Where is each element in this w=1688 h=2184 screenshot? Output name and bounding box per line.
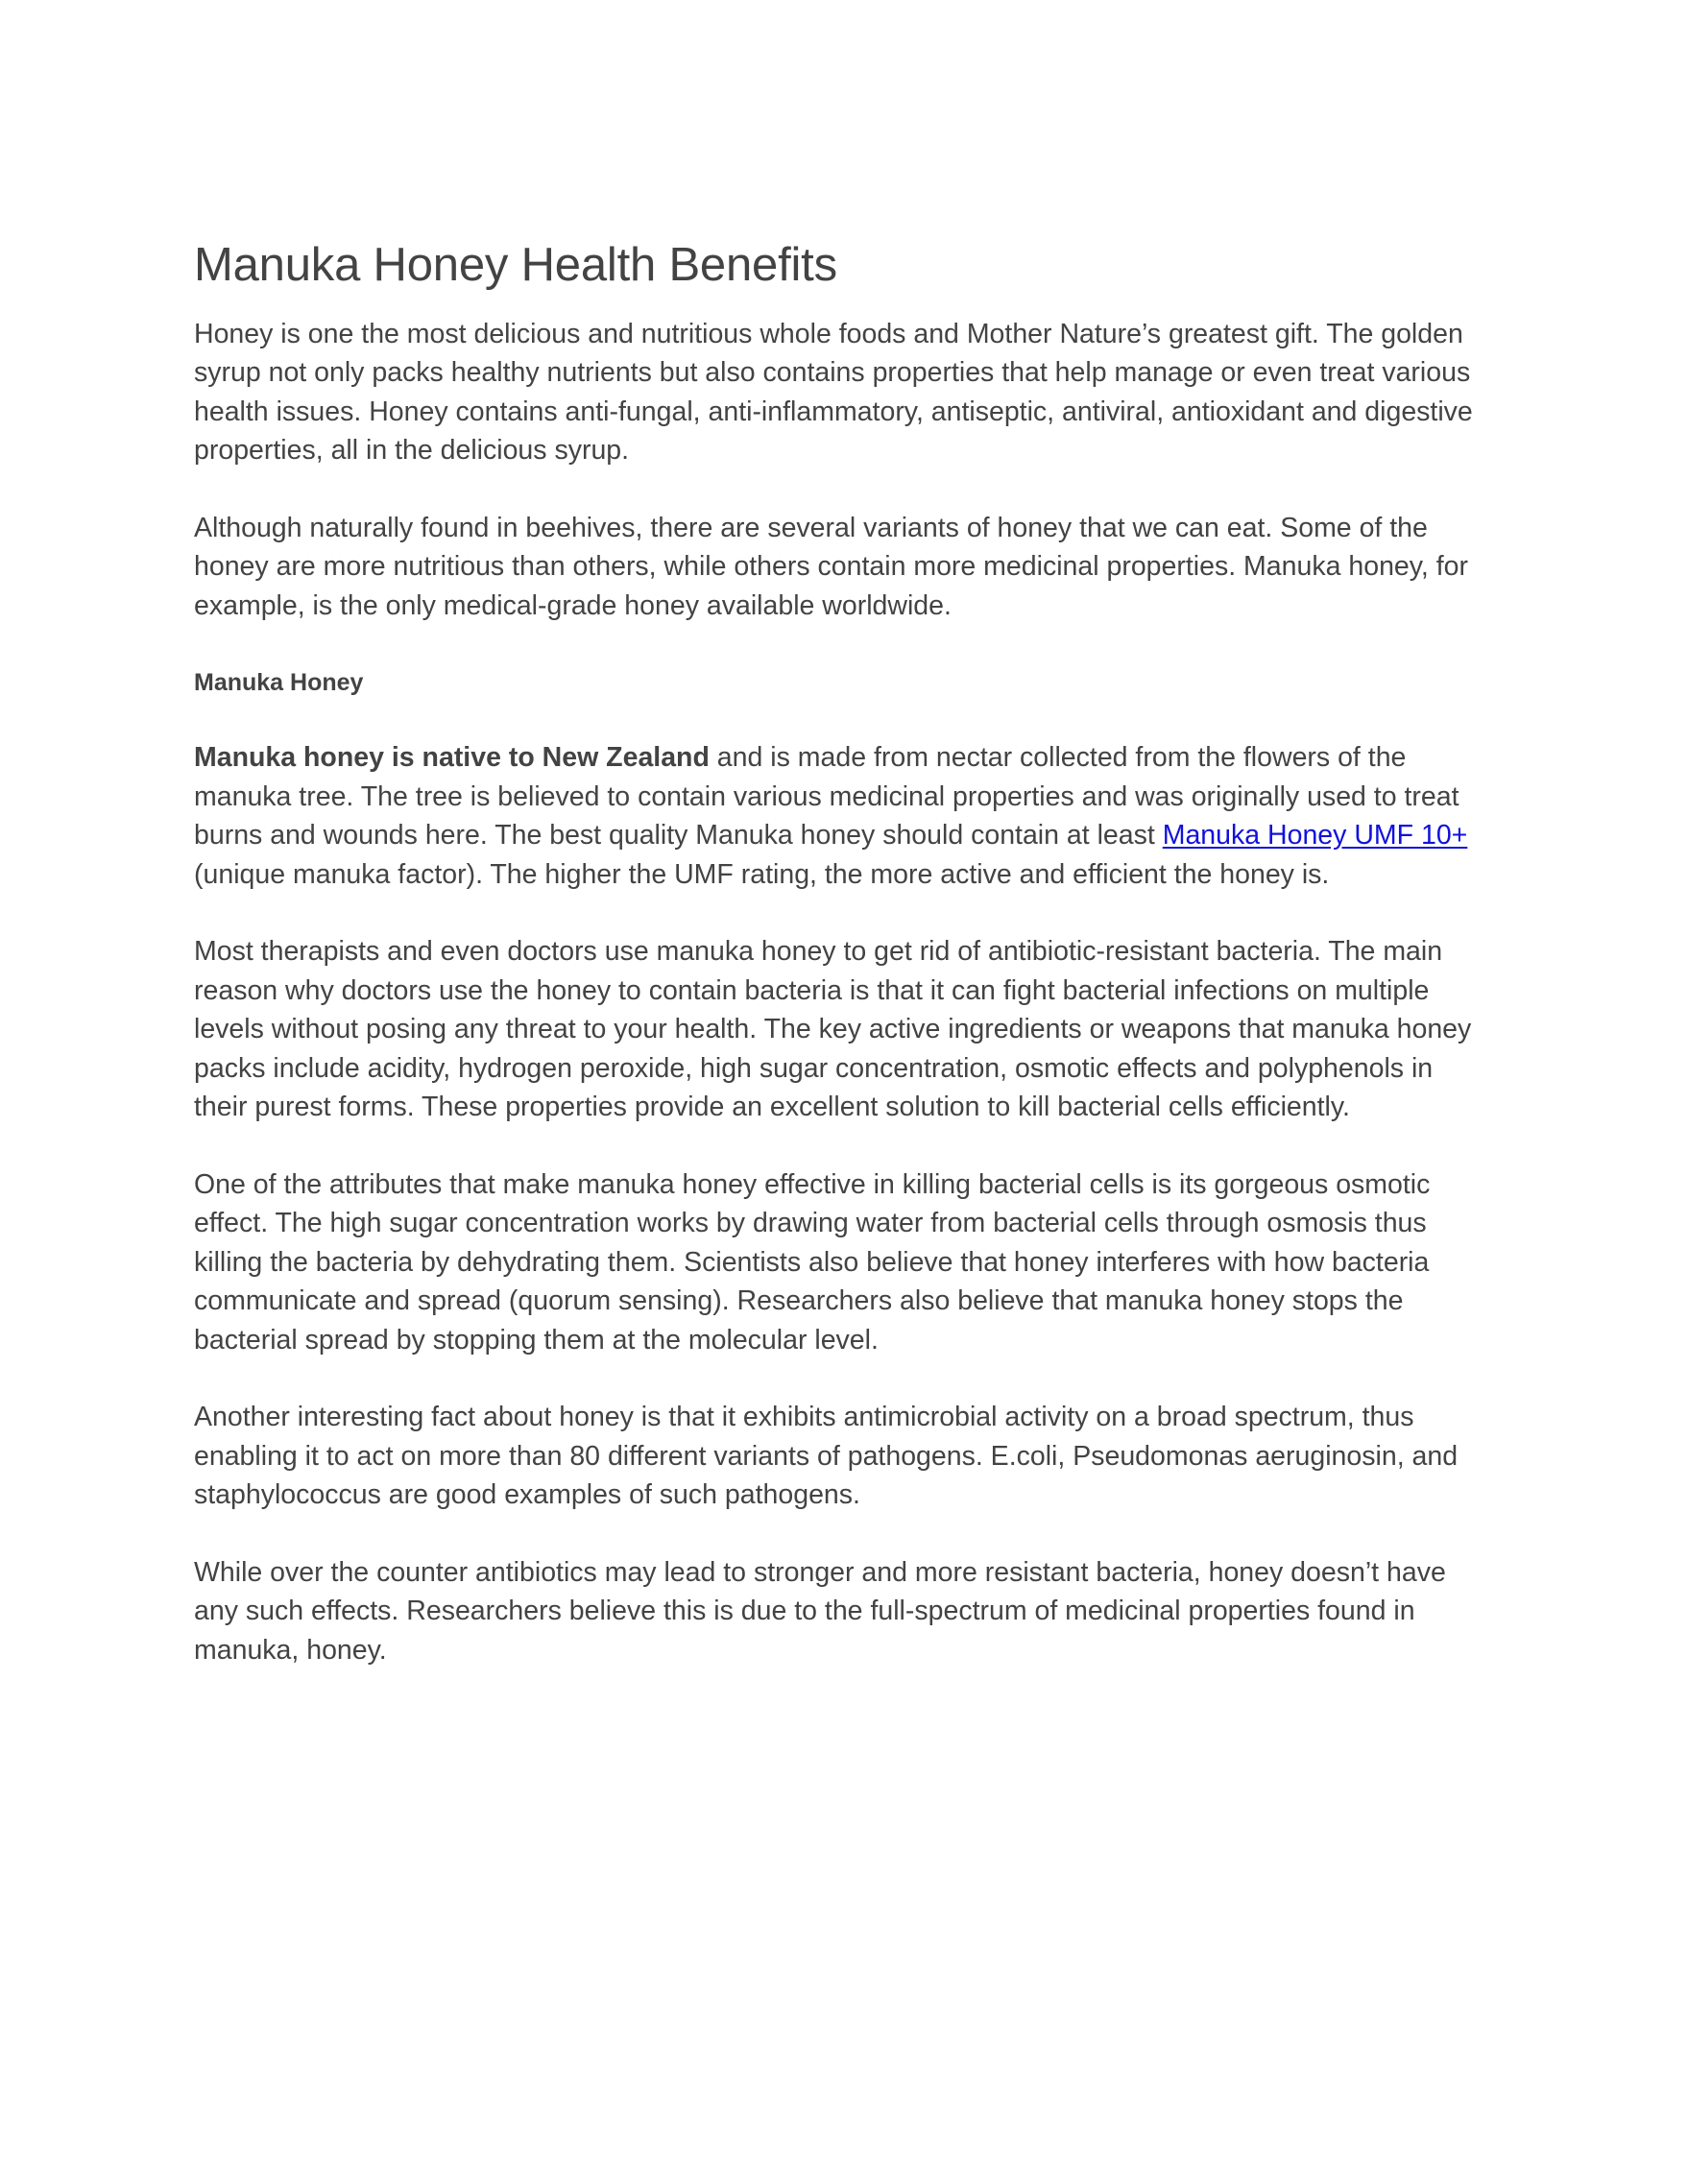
- section-heading-manuka-honey: Manuka Honey: [194, 669, 364, 697]
- paragraph-honey-variants: Although naturally found in beehives, there are several variants of honey that we can eat. Some of the honey are more nutritious than others, while others contain more medicinal properties. Manuka honey, for example, is the only medical-grade honey available worldwide.: [194, 512, 1469, 621]
- paragraph-spacer: [194, 1127, 1485, 1165]
- paragraph-spacer: [194, 1359, 1485, 1398]
- page-title: Manuka Honey Health Benefits: [194, 239, 837, 291]
- paragraph-manuka-origin: [194, 738, 1485, 894]
- bold-lead-in-text: Manuka honey is native to New Zealand: [194, 742, 710, 774]
- paragraph-osmotic-effect: One of the attributes that make manuka honey effective in killing bacterial cells is its gorgeous osmotic effect. The high sugar concentration works by drawing water from bacterial cells through osmosis thus killing the bacteria by dehydrating them. Scientists also believe that honey interferes with how bacteria communicate and spread (quorum sensing). Researchers also believe that manuka honey stops the bacterial spread by stopping them at the molecular level.: [194, 1168, 1431, 1356]
- paragraph-spacer: [194, 1515, 1485, 1553]
- paragraph-antibiotic-resistance: Most therapists and even doctors use manuka honey to get rid of antibiotic-resistant bacteria. The main reason why doctors use the honey to contain bacteria is that it can fight bacterial infections on multiple levels without posing any threat to your health. The key active ingredients or weapons that manuka honey packs include acidity, hydrogen peroxide, high sugar concentration, osmotic effects and polyphenols in their purest forms. These properties provide an excellent solution to kill bacterial cells efficiently.: [194, 936, 1472, 1123]
- paragraph-spacer: [194, 702, 1485, 738]
- paragraph-manuka-origin-part1: and is made from nectar collected from the flowers of the manuka tree. The tree is believed to contain various medicinal properties and was originally used to treat burns and wounds here. The best quality Manuka honey should contain at least: [194, 742, 1459, 852]
- paragraph-antibiotics-comparison: While over the counter antibiotics may lead to stronger and more resistant bacteria, honey doesn’t have any such effects. Researchers believe this is due to the full-spectrum of medicinal properties found in manuka, honey.: [194, 1556, 1446, 1666]
- paragraph-intro: Honey is one the most delicious and nutritious whole foods and Mother Nature’s greatest gift. The golden syrup not only packs healthy nutrients but also contains properties that help manage or even treat various health issues. Honey contains anti-fungal, anti-inflammatory, antiseptic, antiviral, antioxidant and digestive properties, all in the delicious syrup.: [194, 318, 1473, 467]
- document-body: [194, 238, 1485, 1669]
- paragraph-manuka-origin-part2: (unique manuka factor). The higher the UMF rating, the more active and efficient the honey is.: [194, 858, 1330, 890]
- paragraph-spacer: [194, 470, 1485, 509]
- paragraph-spacer: [194, 894, 1485, 932]
- paragraph-spacer: [194, 625, 1485, 663]
- paragraph-antimicrobial-spectrum: Another interesting fact about honey is that it exhibits antimicrobial activity on a broad spectrum, thus enabling it to act on more than 80 different variants of pathogens. E.coli, Pseudomonas aeruginosin, and staphylococcus are good examples of such pathogens.: [194, 1402, 1459, 1511]
- manuka-honey-umf-link[interactable]: Manuka Honey UMF 10+: [1162, 820, 1468, 852]
